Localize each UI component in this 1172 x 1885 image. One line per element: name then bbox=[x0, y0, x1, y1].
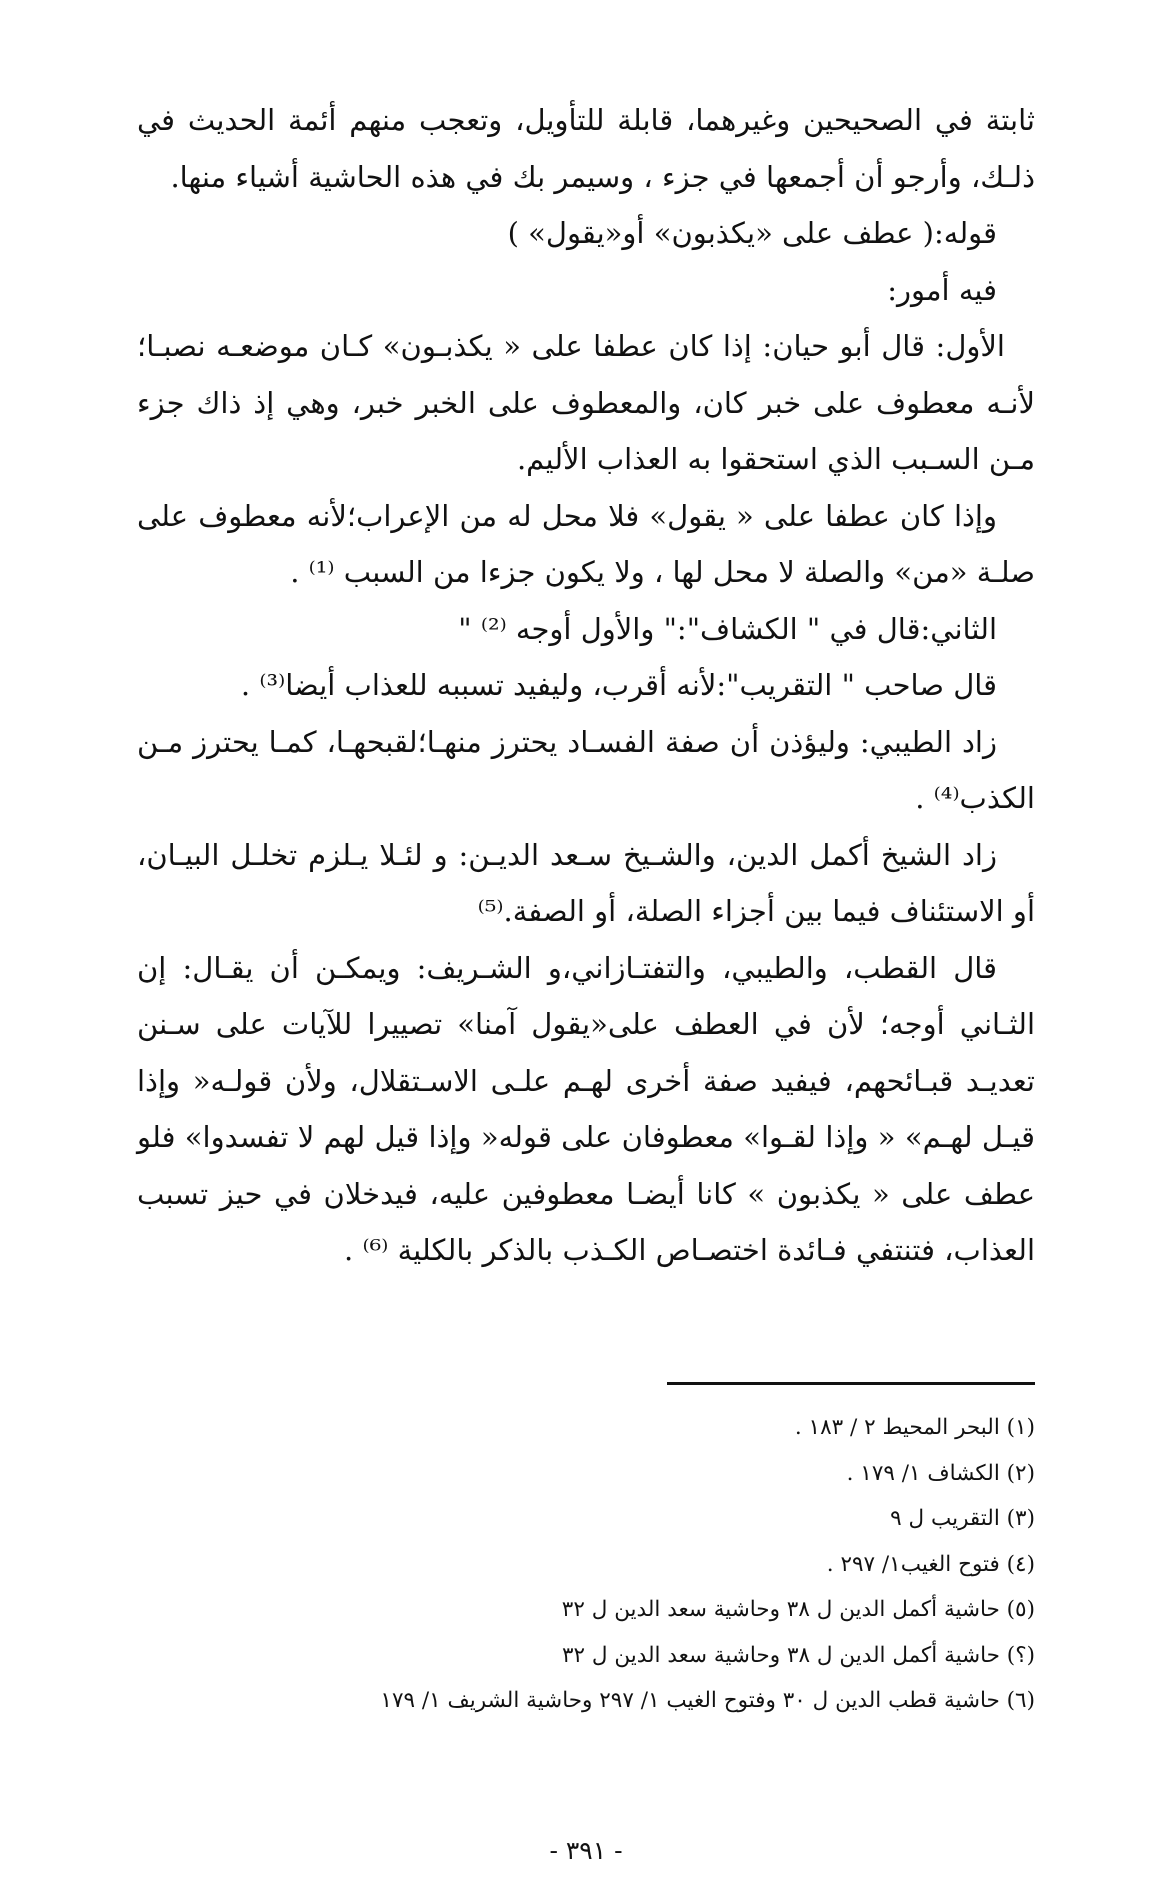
paragraph-tibi: زاد الطيبي: وليؤذن أن صفة الفسـاد يحترز منهـا؛لقبحهـا، كمـا يحترز مـن الكذب⁽⁴⁾ . bbox=[137, 724, 1035, 815]
paragraph-second-matter: الثاني:قال في " الكشاف":" والأول أوجه ⁽²⁾ " bbox=[458, 611, 997, 646]
footnote-item: (٢) الكشاف ١/ ١٧٩ . bbox=[846, 1460, 1035, 1486]
footnote-item: (٥) حاشية أكمل الدين ل ٣٨ وحاشية سعد الدين ل ٣٢ bbox=[561, 1597, 1035, 1622]
footnote-item: (٤) فتوح الغيب١/ ٢٩٧ . bbox=[826, 1551, 1035, 1577]
paragraph-intro: ثابتة في الصحيحين وغيرهما، قابلة للتأويل، وتعجب منهم أئمة الحديث في ذلـك، وأرجو أن أجمعها في جزء ، وسيمر بك في هذه الحاشية أشياء منها. bbox=[137, 103, 1035, 194]
paragraph-quote-heading: قوله:( عطف على «يكذبون» أو«يقول» ) bbox=[507, 216, 997, 250]
main-text bbox=[137, 92, 1035, 1279]
footnote-item: (٣) التقريب ل ٩ bbox=[890, 1506, 1035, 1531]
page-number: - ٣٩١ - bbox=[549, 1836, 623, 1865]
paragraph-taqrib: قال صاحب " التقريب":لأنه أقرب، وليفيد تسببه للعذاب أيضا⁽³⁾ . bbox=[240, 668, 997, 702]
paragraph-second-case: وإذا كان عطفا على « يقول» فلا محل له من الإعراب؛لأنه معطوف على صلـة «من» والصلة لا محل لها ، ولا يكون جزءا من السبب ⁽¹⁾ . bbox=[137, 498, 1035, 589]
paragraph-akmal: زاد الشيخ أكمل الدين، والشـيخ سـعد الديـن: و لئـلا يـلزم تخلـل البيـان، أو الاستئناف فيما بين أجزاء الصلة، أو الصفة.⁽⁵⁾ bbox=[137, 837, 1035, 928]
footnote-item: (١) البحر المحيط ٢ / ١٨٣ . bbox=[794, 1415, 1035, 1440]
footnote-item: (؟) حاشية أكمل الدين ل ٣٨ وحاشية سعد الدين ل ٣٢ bbox=[561, 1642, 1035, 1668]
paragraph-first-matter: الأول: قال أبو حيان: إذا كان عطفا على « يكذبـون» كـان موضعـه نصبـا؛لأنـه معطوف على خبر كان، والمعطوف على الخبر خبر، وهي إذ ذاك جزء مـن السـبب الذي استحقوا به العذاب الأليم. bbox=[137, 329, 1035, 476]
paragraph-matters: فيه أمور: bbox=[887, 272, 997, 307]
footnote-item: (٦) حاشية قطب الدين ل ٣٠ وفتوح الغيب ١/ ٢٩٧ وحاشية الشريف ١/ ١٧٩ bbox=[380, 1688, 1035, 1713]
paragraph-qutb: قال القطب، والطيبي، والتفتـازاني،و الشـريف: ويمكـن أن يقـال: إن الثـاني أوجه؛ لأن في العطف على«يقول آمنا» تصييرا للآيات على سـنن تعديـد قبـائحهم، فيفيد صفة أخرى لهـم علـى الاسـتقلال، ولأن قولـه« وإذا قيـل لهـم» « وإذا لقـوا» معطوفان على قوله« وإذا قيل لهم لا تفسدوا» فلو عطف على « يكذبون » كانا أيضـا معطوفين عليه، فيدخلان في حيز تسبب العذاب، فتنتفي فـائدة اختصـاص الكـذب بالذكر بالكلية ⁽⁶⁾ . bbox=[137, 950, 1035, 1267]
footnotes bbox=[137, 1405, 1035, 1724]
footnote-separator bbox=[667, 1382, 1035, 1385]
